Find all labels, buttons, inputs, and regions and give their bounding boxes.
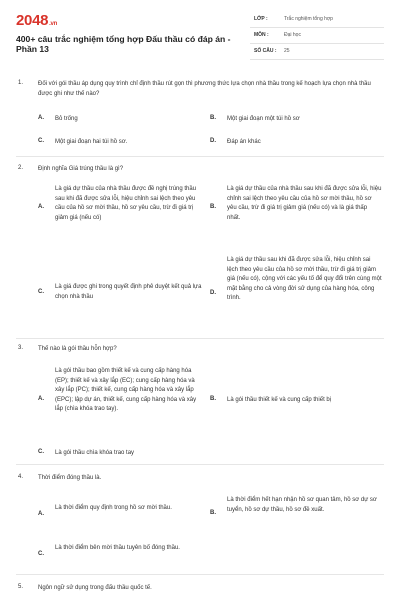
logo-text: 2048	[16, 12, 49, 29]
site-logo[interactable]	[16, 12, 57, 29]
question-number: 5.	[18, 584, 24, 590]
meta-label: LỚP :	[254, 16, 268, 22]
question-text: Đối với gói thầu áp dụng quy trình chỉ định thầu rút gọn thì phương thức lựa chọn nhà thầu trong kế hoạch lựa chọn nhà thầu được ghi như thế nào?	[38, 81, 371, 97]
option-letter: A.	[38, 115, 44, 121]
question-text: Thế nào là gói thầu hỗn hợp?	[38, 346, 117, 352]
option-letter: D.	[210, 138, 216, 144]
divider	[16, 574, 384, 575]
option-text: Là thời điểm bên mời thầu tuyên bố đóng thầu.	[55, 545, 180, 551]
option-text: Là giá dự thầu sau khi đã được sửa lỗi, hiệu chỉnh sai lệch theo yêu cầu của hồ sơ mời thầu, trừ đi giá trị giảm giá (nếu có), cộng với các yếu tố để quy đổi trên cùng một mặt bằng cho cả vòng đời sử dụng của hàng hóa, công trình.	[227, 257, 382, 301]
option-letter: B.	[210, 204, 216, 210]
meta-label: SỐ CÂU :	[254, 48, 277, 54]
meta-row-subject	[250, 28, 384, 44]
option-text: Bỏ trống	[55, 116, 78, 122]
option-text: Là giá dự thầu của nhà thầu được đề nghị trúng thầu sau khi đã được sửa lỗi, hiệu chỉnh sai lệch theo yêu cầu của hồ sơ mời thầu, hồ sơ yêu cầu, trừ đi giá trị giảm giá (nếu có)	[55, 186, 197, 221]
meta-value: 25	[284, 48, 290, 54]
page-title: 400+ câu trắc nghiệm tổng hợp Đấu thầu có đáp án - Phần 13	[16, 34, 231, 54]
meta-value: Trắc nghiệm tổng hợp	[284, 16, 333, 22]
option-text: Là gói thầu bao gồm thiết kế và cung cấp hàng hóa (EP); thiết kế và xây lắp (EC); cung cấp hàng hóa và xây lắp (PC); thiết kế, cung cấp hàng hóa và xây lắp (EPC); lập dự án, thiết kế, cung cấp hàng hóa và xây lắp (chìa khóa trao tay).	[55, 368, 197, 412]
question-number: 3.	[18, 345, 24, 351]
question-text: Ngôn ngữ sử dụng trong đấu thầu quốc tế.	[38, 585, 152, 591]
question-text: Thời điểm đóng thầu là.	[38, 475, 102, 481]
question-number: 4.	[18, 474, 24, 480]
meta-row-class	[250, 12, 384, 28]
option-text: Là gói thầu thiết kế và cung cấp thiết bị	[227, 397, 332, 403]
option-letter: A.	[38, 396, 44, 402]
page-header	[0, 0, 400, 64]
option-letter: C.	[38, 138, 44, 144]
option-text: Là giá được ghi trong quyết định phê duyệt kết quả lựa chọn nhà thầu	[55, 284, 202, 300]
option-letter: A.	[38, 204, 44, 210]
option-text: Là gói thầu chìa khóa trao tay	[55, 450, 135, 456]
option-text: Là thời điểm hết hạn nhận hồ sơ quan tâm, hồ sơ dự sơ tuyển, hồ sơ dự thầu, hồ sơ đề xuất.	[227, 497, 377, 513]
option-letter: A.	[38, 511, 44, 517]
option-text: Là thời điểm quy định trong hồ sơ mời thầu.	[55, 505, 172, 511]
option-letter: C.	[38, 289, 44, 295]
divider	[16, 156, 384, 157]
option-text: Đáp án khác	[227, 139, 261, 145]
divider	[16, 338, 384, 339]
divider	[16, 464, 384, 465]
question-text: Định nghĩa Giá trúng thầu là gì?	[38, 166, 124, 172]
meta-value: Đại học	[284, 32, 301, 38]
meta-table	[250, 12, 384, 60]
meta-row-count	[250, 44, 384, 60]
option-letter: D.	[210, 290, 216, 296]
question-number: 2.	[18, 165, 24, 171]
logo-suffix: .vn	[49, 21, 57, 27]
option-letter: B.	[210, 115, 216, 121]
option-text: Một giai đoạn một túi hồ sơ	[227, 116, 300, 122]
meta-label: MÔN :	[254, 32, 269, 38]
option-text: Một giai đoạn hai túi hồ sơ.	[55, 139, 128, 145]
option-text: Là giá dự thầu của nhà thầu sau khi đã được sửa lỗi, hiệu chỉnh sai lệch theo yêu cầu của hồ sơ mời thầu, hồ sơ yêu cầu, trừ đi giá trị giảm giá (nếu có) và là giá thấp nhất.	[227, 186, 382, 221]
question-number: 1.	[18, 80, 24, 86]
option-letter: B.	[210, 396, 216, 402]
option-letter: C.	[38, 449, 44, 455]
option-letter: B.	[210, 510, 216, 516]
option-letter: C.	[38, 551, 44, 557]
